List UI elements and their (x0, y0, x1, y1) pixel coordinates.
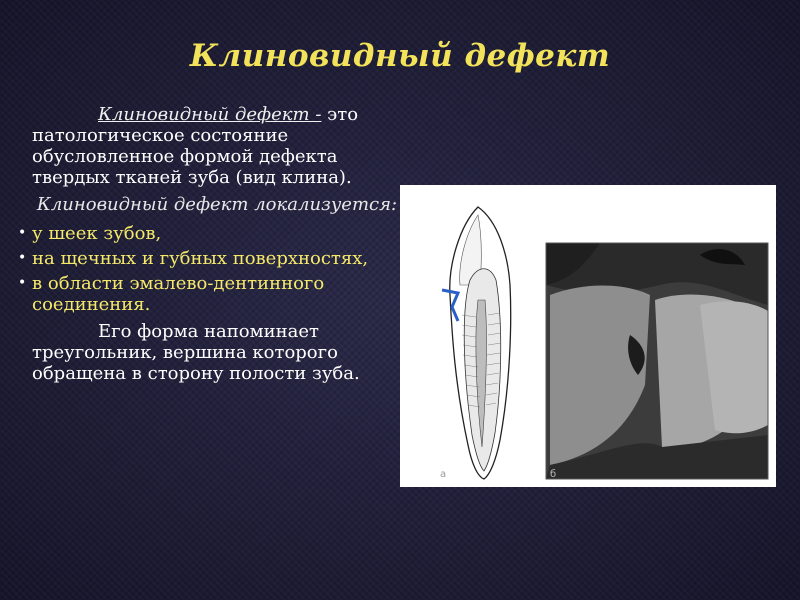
localization-list (18, 223, 412, 315)
list-item-text: в области эмалево-дентинного соединения. (32, 273, 325, 315)
bullet-icon: • (18, 275, 27, 291)
list-item-text: у шеек зубов, (32, 223, 162, 244)
bullet-icon: • (18, 225, 27, 241)
tooth-section-drawing (442, 207, 511, 479)
definition-paragraph (32, 104, 412, 188)
definition-term: Клиновидный дефект - (98, 104, 322, 125)
label-a: а (440, 469, 447, 480)
definition-text: это патологическое состояние обусловленное формой дефекта твердых тканей зуба (вид клина). (32, 104, 359, 188)
label-b: б (550, 469, 557, 480)
list-item-text: на щечных и губных поверхностях, (32, 248, 369, 269)
slide-title: Клиновидный дефект (189, 38, 611, 74)
bullet-icon: • (18, 250, 27, 266)
tooth-illustration (400, 185, 776, 487)
localization-heading: Клиновидный дефект локализуется: (36, 194, 398, 215)
list-item (18, 273, 412, 315)
tooth-photo (546, 243, 768, 479)
closing-paragraph: Его форма напоминает треугольник, вершина которого обращена в сторону полости зуба. (32, 321, 360, 384)
tooth-figure (400, 185, 776, 487)
slide-body (18, 104, 412, 384)
list-item (18, 248, 412, 269)
list-item (18, 223, 412, 244)
